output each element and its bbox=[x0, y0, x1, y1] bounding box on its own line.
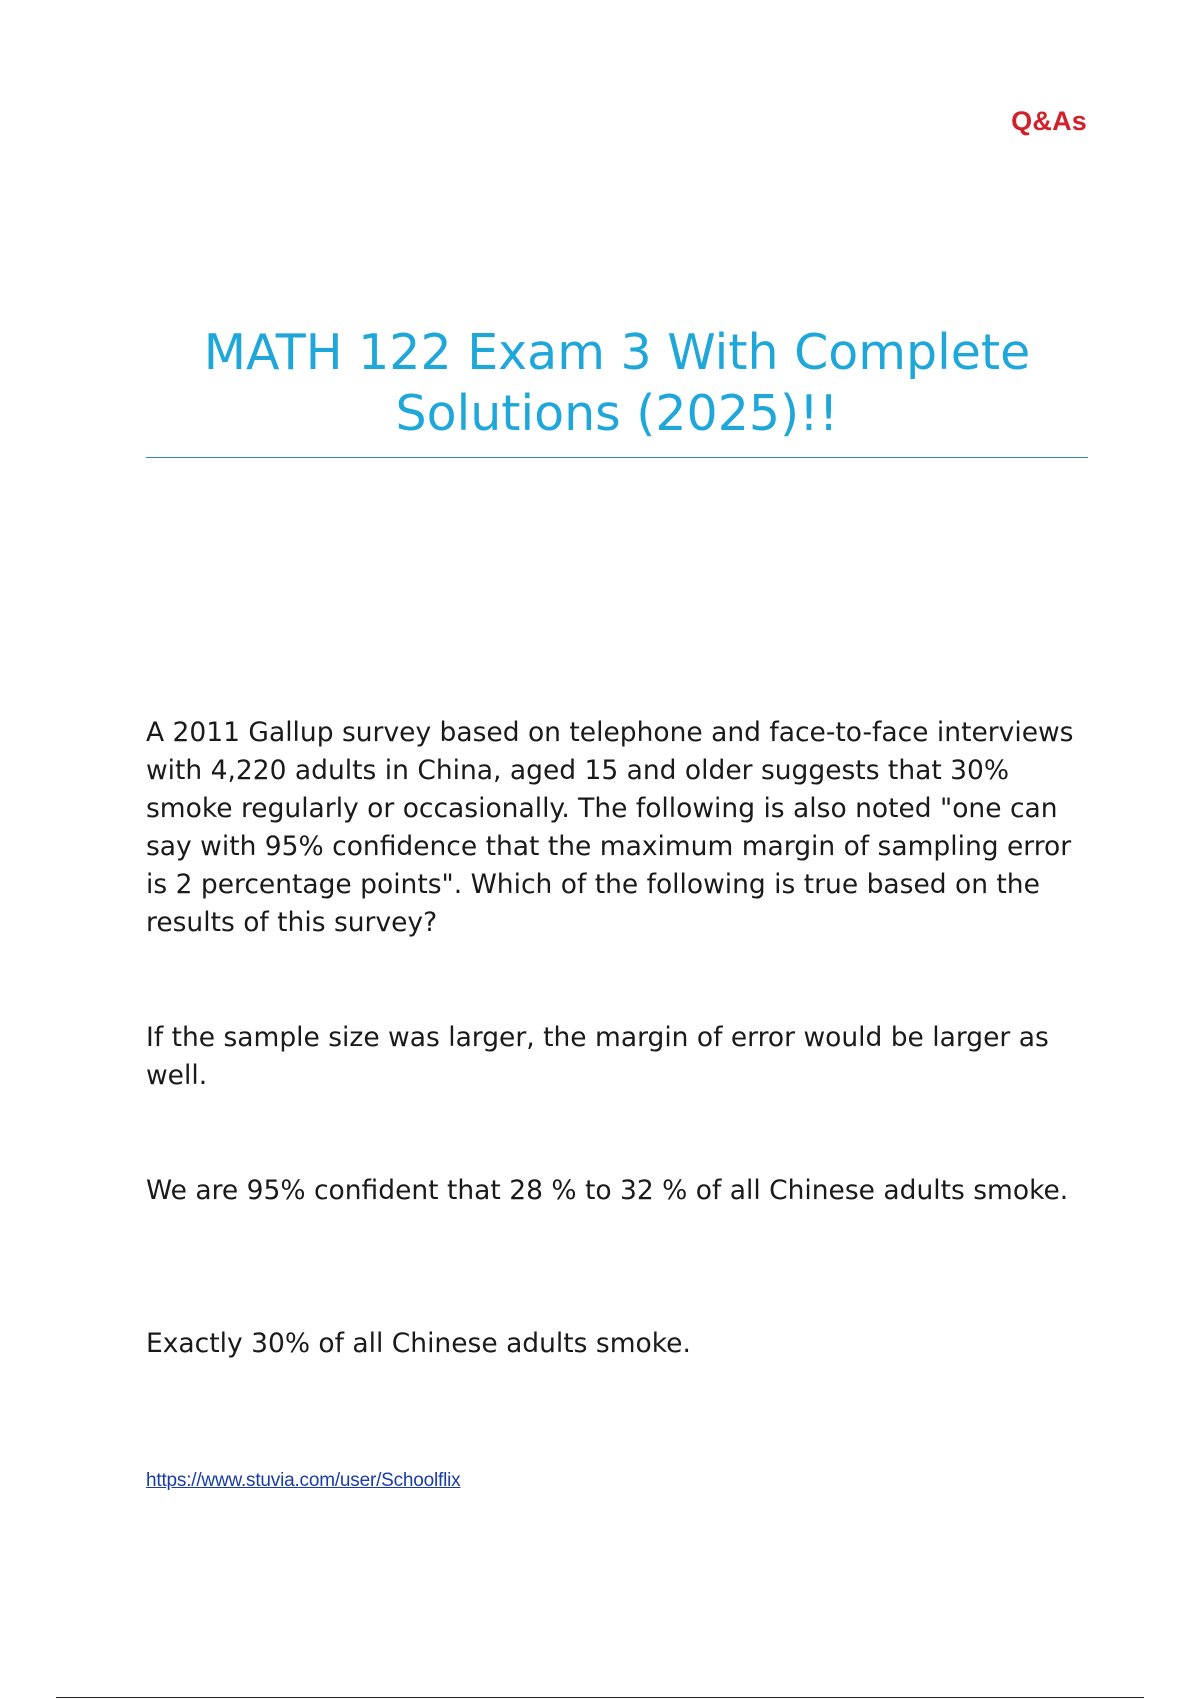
footer-divider bbox=[56, 1697, 1144, 1698]
answer-option: If the sample size was larger, the margin of error would be larger as well. bbox=[146, 1022, 1049, 1091]
source-link[interactable]: https://www.stuvia.com/user/Schoolflix bbox=[146, 1470, 461, 1491]
document-title: MATH 122 Exam 3 With Complete Solutions (2025)!! bbox=[203, 324, 1031, 442]
answer-option: Exactly 30% of all Chinese adults smoke. bbox=[146, 1328, 691, 1359]
answer-option: We are 95% confident that 28 % to 32 % of all Chinese adults smoke. bbox=[146, 1175, 1069, 1206]
title-divider bbox=[146, 457, 1088, 458]
question-text: A 2011 Gallup survey based on telephone and face-to-face interviews with 4,220 adults in China, aged 15 and older suggests that 30% smoke regularly or occasionally. The following is also noted "one can say with 95% confidence that the maximum margin of sampling error is 2 percentage points". Which of the following is true based on the results of this survey? bbox=[146, 717, 1074, 938]
qa-header-tag: Q&As bbox=[1011, 106, 1087, 136]
